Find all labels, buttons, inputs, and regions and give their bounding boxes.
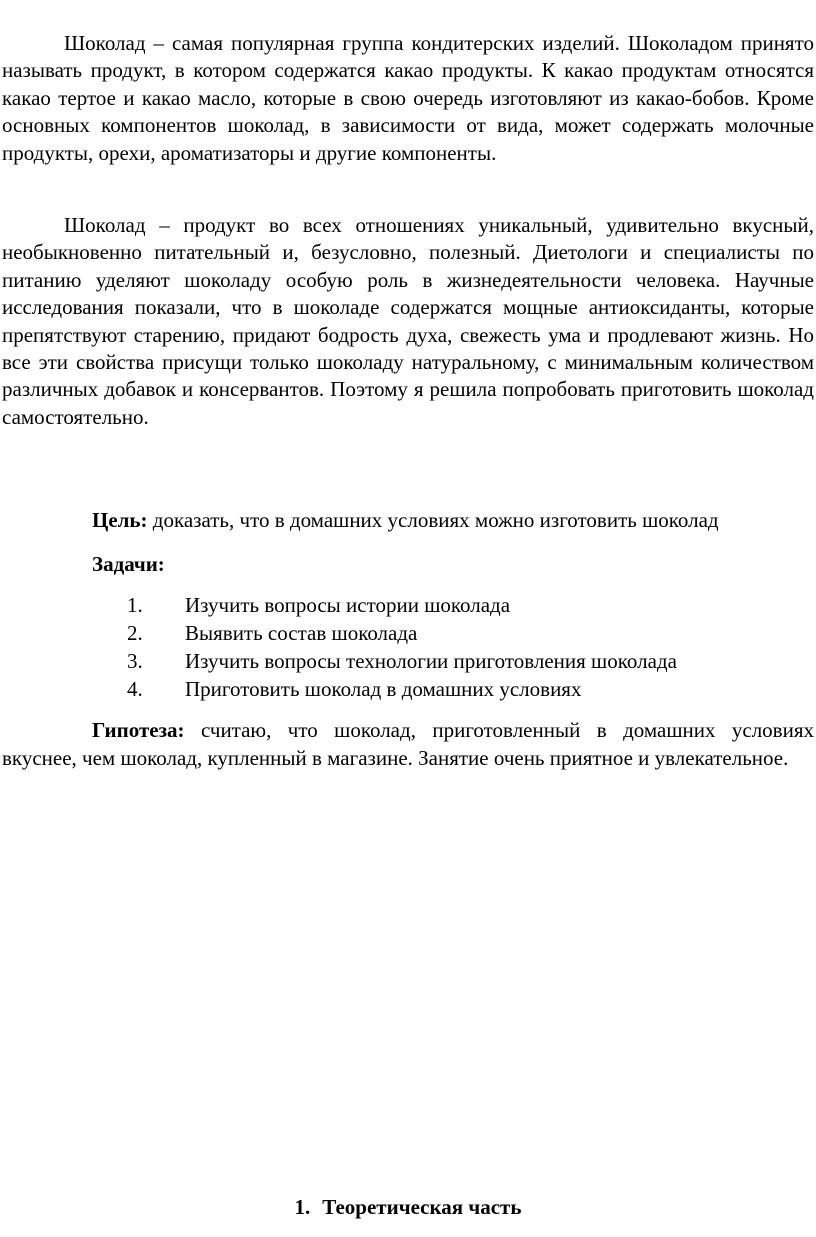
task-list: [0, 591, 816, 703]
hypothesis-text: считаю, что шоколад, приготовленный в домашних условиях вкуснее, чем шоколад, купленный в магазине. Занятие очень приятное и увлекательное.: [2, 718, 814, 770]
intro-paragraph-2: Шоколад – продукт во всех отношениях уникальный, удивительно вкусный, необыкновенно питательный и, безусловно, полезный. Диетологи и специалисты по питанию уделяют шоколаду особую роль в жизнедеятельности человека. Научные исследования показали, что в шоколаде содержатся мощные антиоксиданты, которые препятствуют старению, придают бодрость духа, свежесть ума и продлевают жизнь. Но все эти свойства присущи только шоколаду натуральному, с минимальным количеством различных добавок и консервантов. Поэтому я решила попробовать приготовить шоколад самостоятельно.: [2, 213, 814, 429]
task-text: Приготовить шоколад в домашних условиях: [185, 677, 582, 701]
goal-label: Цель:: [92, 508, 148, 532]
task-item: [0, 675, 816, 703]
task-text: Изучить вопросы истории шоколада: [185, 593, 511, 617]
section-heading: [0, 1193, 816, 1221]
task-item: [0, 591, 816, 619]
section-number: 1.: [294, 1195, 311, 1219]
hypothesis-paragraph: [2, 716, 814, 772]
tasks-heading: Задачи:: [92, 552, 165, 576]
task-text: Изучить вопросы технологии приготовления шоколада: [185, 649, 677, 673]
task-item: [0, 619, 816, 647]
goal-text: доказать, что в домашних условиях можно изготовить шоколад: [147, 508, 719, 532]
intro-paragraph-1: Шоколад – самая популярная группа кондитерских изделий. Шоколадом принято называть продукт, в котором содержатся какао продукты. К какао продуктам относятся какао тертое и какао масло, которые в свою очередь изготовляют из какао-бобов. Кроме основных компонентов шоколад, в зависимости от вида, может содержать молочные продукты, орехи, ароматизаторы и другие компоненты.: [2, 31, 814, 165]
task-number: 4.: [127, 677, 143, 701]
task-number: 3.: [127, 649, 143, 673]
hypothesis-label: Гипотеза:: [92, 718, 185, 742]
task-text: Выявить состав шоколада: [185, 621, 418, 645]
goal-line: [92, 506, 814, 534]
task-number: 1.: [127, 593, 143, 617]
section-title: Теоретическая часть: [322, 1195, 522, 1219]
task-item: [0, 647, 816, 675]
task-number: 2.: [127, 621, 143, 645]
